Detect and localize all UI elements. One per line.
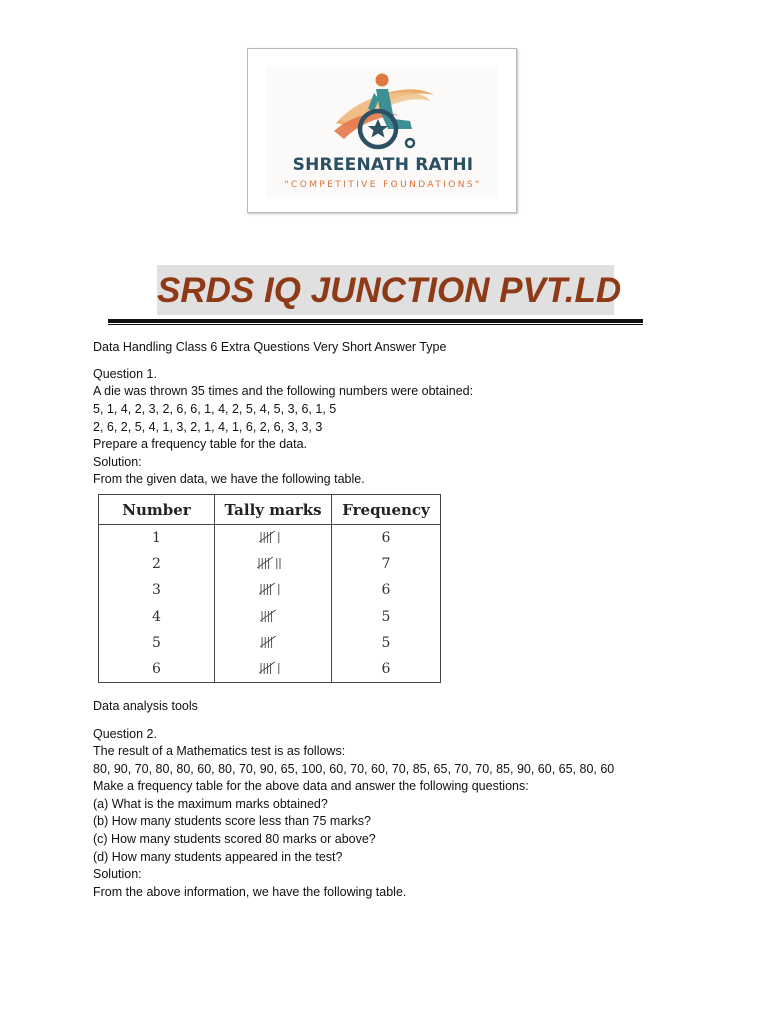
number-cell: 6 xyxy=(152,660,161,677)
tally-marks xyxy=(260,605,286,627)
table-row xyxy=(99,551,440,577)
frequency-cell: 6 xyxy=(332,577,441,603)
tally-cell xyxy=(215,551,332,577)
number-cell: 4 xyxy=(152,608,161,625)
tally-marks xyxy=(259,578,288,600)
tally-marks-icon xyxy=(257,554,289,572)
section-heading: Data Handling Class 6 Extra Questions Very Short Answer Type xyxy=(93,340,447,354)
tally-marks xyxy=(259,526,288,548)
question-1-solution-text: From the given data, we have the following table. xyxy=(93,472,365,486)
question-2-solution-text: From the above information, we have the following table. xyxy=(93,885,407,899)
question-2-instruction: Make a frequency table for the above data and answer the following questions: xyxy=(93,779,529,793)
tally-marks xyxy=(257,552,289,574)
tally-marks-icon xyxy=(259,528,288,546)
question-2-title: Question 2. xyxy=(93,727,157,741)
question-2-part-d: (d) How many students appeared in the test? xyxy=(93,850,343,864)
frequency-cell: 7 xyxy=(332,551,441,577)
question-1-instruction: Prepare a frequency table for the data. xyxy=(93,437,308,451)
tally-marks xyxy=(260,631,286,653)
tools-text: Data analysis tools xyxy=(93,699,198,713)
tally-marks xyxy=(259,657,288,679)
logo-card xyxy=(247,48,517,213)
frequency-cell: 5 xyxy=(332,603,441,629)
question-2-solution-label: Solution: xyxy=(93,867,142,881)
tally-marks-icon xyxy=(260,607,286,625)
tally-marks-icon xyxy=(260,633,286,651)
title-divider xyxy=(108,319,643,323)
tally-cell xyxy=(215,525,332,552)
frequency-cell: 6 xyxy=(332,656,441,682)
question-1-line: A die was thrown 35 times and the following numbers were obtained: xyxy=(93,384,474,398)
title-divider-thin xyxy=(108,324,643,325)
column-header: Frequency xyxy=(332,495,441,525)
question-2-line: The result of a Mathematics test is as follows: xyxy=(93,744,346,758)
tally-marks-icon xyxy=(259,580,288,598)
tally-marks-icon xyxy=(259,659,288,677)
question-2-part-b: (b) How many students score less than 75 marks? xyxy=(93,814,371,828)
company-title: SRDS IQ JUNCTION PVT.LD xyxy=(157,271,622,310)
number-cell: 1 xyxy=(152,530,161,547)
tally-cell xyxy=(215,577,332,603)
frequency-table xyxy=(98,494,441,683)
question-2-part-c: (c) How many students scored 80 marks or above? xyxy=(93,832,376,846)
frequency-cell: 6 xyxy=(332,525,441,552)
question-2-part-a: (a) What is the maximum marks obtained? xyxy=(93,797,328,811)
tally-cell xyxy=(215,603,332,629)
table-header-row xyxy=(99,495,440,525)
table-row xyxy=(99,630,440,656)
logo-brand-name: SHREENATH RATHI xyxy=(292,155,474,175)
wheelchair-athlete-logo-icon xyxy=(248,49,518,159)
question-1-data-line: 2, 6, 2, 5, 4, 1, 3, 2, 1, 4, 1, 6, 2, 6, 3, 3, 3 xyxy=(93,420,323,434)
table-row xyxy=(99,603,440,629)
number-cell: 2 xyxy=(152,556,161,573)
number-cell: 5 xyxy=(152,634,161,651)
question-1-title: Question 1. xyxy=(93,367,157,381)
frequency-cell: 5 xyxy=(332,630,441,656)
question-1-solution-label: Solution: xyxy=(93,455,142,469)
number-cell: 3 xyxy=(152,582,161,599)
table-row xyxy=(99,525,440,552)
table-row xyxy=(99,656,440,682)
question-2-data-line: 80, 90, 70, 80, 80, 60, 80, 70, 90, 65, 100, 60, 70, 60, 70, 85, 65, 70, 70, 85, 90, 60, 65, 80, 60 xyxy=(93,762,615,776)
tally-cell xyxy=(215,630,332,656)
logo-tagline: "COMPETITIVE FOUNDATIONS" xyxy=(284,180,482,190)
tally-cell xyxy=(215,656,332,682)
table-row xyxy=(99,577,440,603)
column-header: Number xyxy=(99,495,215,525)
question-1-data-line: 5, 1, 4, 2, 3, 2, 6, 6, 1, 4, 2, 5, 4, 5, 3, 6, 1, 5 xyxy=(93,402,337,416)
column-header: Tally marks xyxy=(215,495,332,525)
